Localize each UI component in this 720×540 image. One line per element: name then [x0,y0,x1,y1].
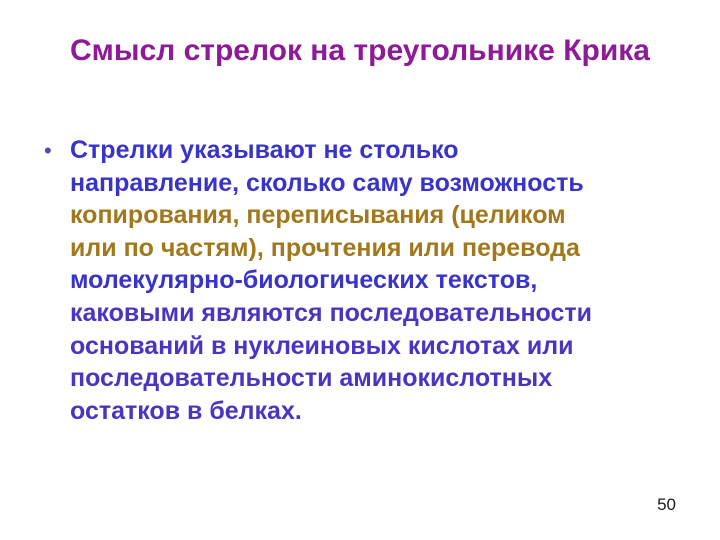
slide-title: Смысл стрелок на треугольнике Крика [70,34,650,67]
bullet-marker: • [44,138,52,163]
bullet-text-line: Стрелки указывают не столько [70,136,459,164]
bullet-text-line: последовательности аминокислотных [70,364,553,393]
bullet-text-line: молекулярно-биологических текстов, [70,266,538,295]
bullet-text [70,134,682,427]
bullet-text-line: каковыми являются последовательности [70,298,593,327]
page-number: 50 [657,495,676,514]
bullet-text-line: оснований в нуклеиновых кислотах или [70,331,574,360]
bullet-text-line: остатков в белках. [70,396,302,425]
bullet-item [42,134,682,427]
bullet-text-line: направление, сколько саму возможность [70,168,584,197]
bullet-text-line: или по частям), прочтения или перевода [70,233,580,262]
bullet-text-line: копирования, переписывания (целиком [70,201,566,230]
